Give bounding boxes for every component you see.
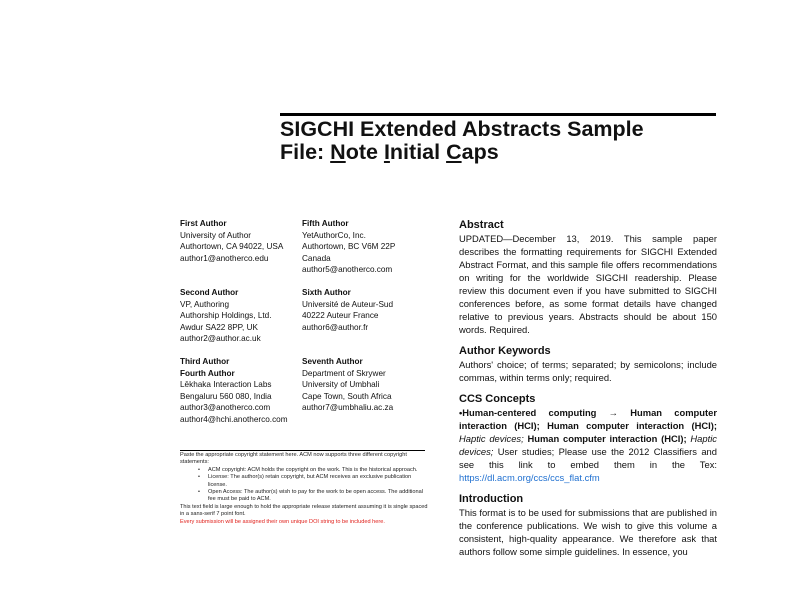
- author-email: author5@anotherco.com: [302, 265, 393, 274]
- author-email: author3@anotherco.com: [180, 403, 271, 412]
- ccs-link[interactable]: https://dl.acm.org/ccs/ccs_flat.cfm: [459, 472, 600, 483]
- author-email: author1@anotherco.edu: [180, 253, 269, 263]
- introduction-text: This format is to be used for submissions that are published in the conference publications. We wish to give this volume a consistent, high-quality appearance. We therefore ask that authors follow some simple guidelines. In essence, you: [459, 507, 717, 557]
- paper-title: SIGCHI Extended Abstracts Sample File: Note Initial Caps: [280, 117, 644, 164]
- author-email: author4@hchi.anotherco.com: [180, 414, 288, 424]
- copyright-option: • License: The author(s) retain copyright, but ACM receives an exclusive publication license.: [204, 474, 430, 489]
- title-line-1: SIGCHI Extended Abstracts Sample: [280, 117, 644, 141]
- copyright-option: • ACM copyright: ACM holds the copyright on the work. This is the historical approach.: [204, 467, 430, 474]
- author-email: author6@author.fr: [302, 322, 369, 332]
- abstract-heading: Abstract: [459, 219, 504, 231]
- right-column: [459, 218, 717, 566]
- introduction-heading: Introduction: [459, 493, 524, 505]
- abstract-text: UPDATED—December 13, 2019. This sample paper describes the formatting requirements for SIGCHI Extended Abstract Format, and this sample file offers recommendations on writing for the worldwide SIGCHI readership. Please review this document even if you have submitted to SIGCHI conferences before, as some format details have changed relative to previous years. Abstracts should be about 150 words. Required.: [459, 233, 717, 335]
- author-first: First Author University of Author Authortown, CA 94022, USA author1@anotherco.edu: [180, 218, 305, 264]
- author-fifth: Fifth Author YetAuthorCo, Inc. Authortown, BC V6M 22P Canada author5@anotherco.com: [302, 218, 427, 276]
- copyright-rule: [180, 450, 425, 451]
- ccs-heading: CCS Concepts: [459, 393, 536, 405]
- copyright-box: Paste the appropriate copyright statement here. ACM now supports three different copyright statements: • ACM copyright: ACM holds the copyright on the work. This is the historical approach. • License: The author(s) retain copyright, but ACM receives an exclusive publication license. • Open Access: The author(s) wish to pay for the work to be open access. The additional fee must be paid to ACM. This text field is large enough to hold the appropriate release statement assuming it is single spaced in a sans-serif 7 point font. Every submission will be assigned their own unique DOI string to be included here.: [180, 452, 430, 526]
- author-sixth: Sixth Author Université de Auteur-Sud 40222 Auteur France author6@author.fr: [302, 287, 427, 333]
- doi-note: Every submission will be assigned their own unique DOI string to be included here.: [180, 518, 385, 525]
- keywords-text: Authors' choice; of terms; separated; by semicolons; include commas, within terms only; required.: [459, 359, 717, 383]
- keywords-heading: Author Keywords: [459, 345, 551, 357]
- ccs-text: •Human-centered computing → Human computer interaction (HCI); Human computer interaction (HCI); Haptic devices; Human computer interaction (HCI); Haptic devices; User studies; Please use the 2012 Classifiers and see this link to embed them in the Tex: https://dl.acm.org/ccs/ccs_flat.cfm: [459, 407, 717, 483]
- copyright-option: • Open Access: The author(s) wish to pay for the work to be open access. The additional fee must be paid to ACM.: [204, 489, 430, 504]
- author-email: author2@author.ac.uk: [180, 334, 261, 343]
- copyright-options: [180, 467, 430, 504]
- author-third-fourth: Third Author Fourth Author Lēkhaka Interaction Labs Bengaluru 560 080, India author3@anotherco.com author4@hchi.anotherco.com: [180, 356, 305, 425]
- author-seventh: Seventh Author Department of Skrywer University of Umbhali Cape Town, South Africa author7@umbhaliu.ac.za: [302, 356, 427, 414]
- author-second: Second Author VP, Authoring Authorship Holdings, Ltd. Awdur SA22 8PP, UK author2@author.ac.uk: [180, 287, 305, 345]
- title-rule: [280, 113, 716, 116]
- author-email: author7@umbhaliu.ac.za: [302, 403, 394, 412]
